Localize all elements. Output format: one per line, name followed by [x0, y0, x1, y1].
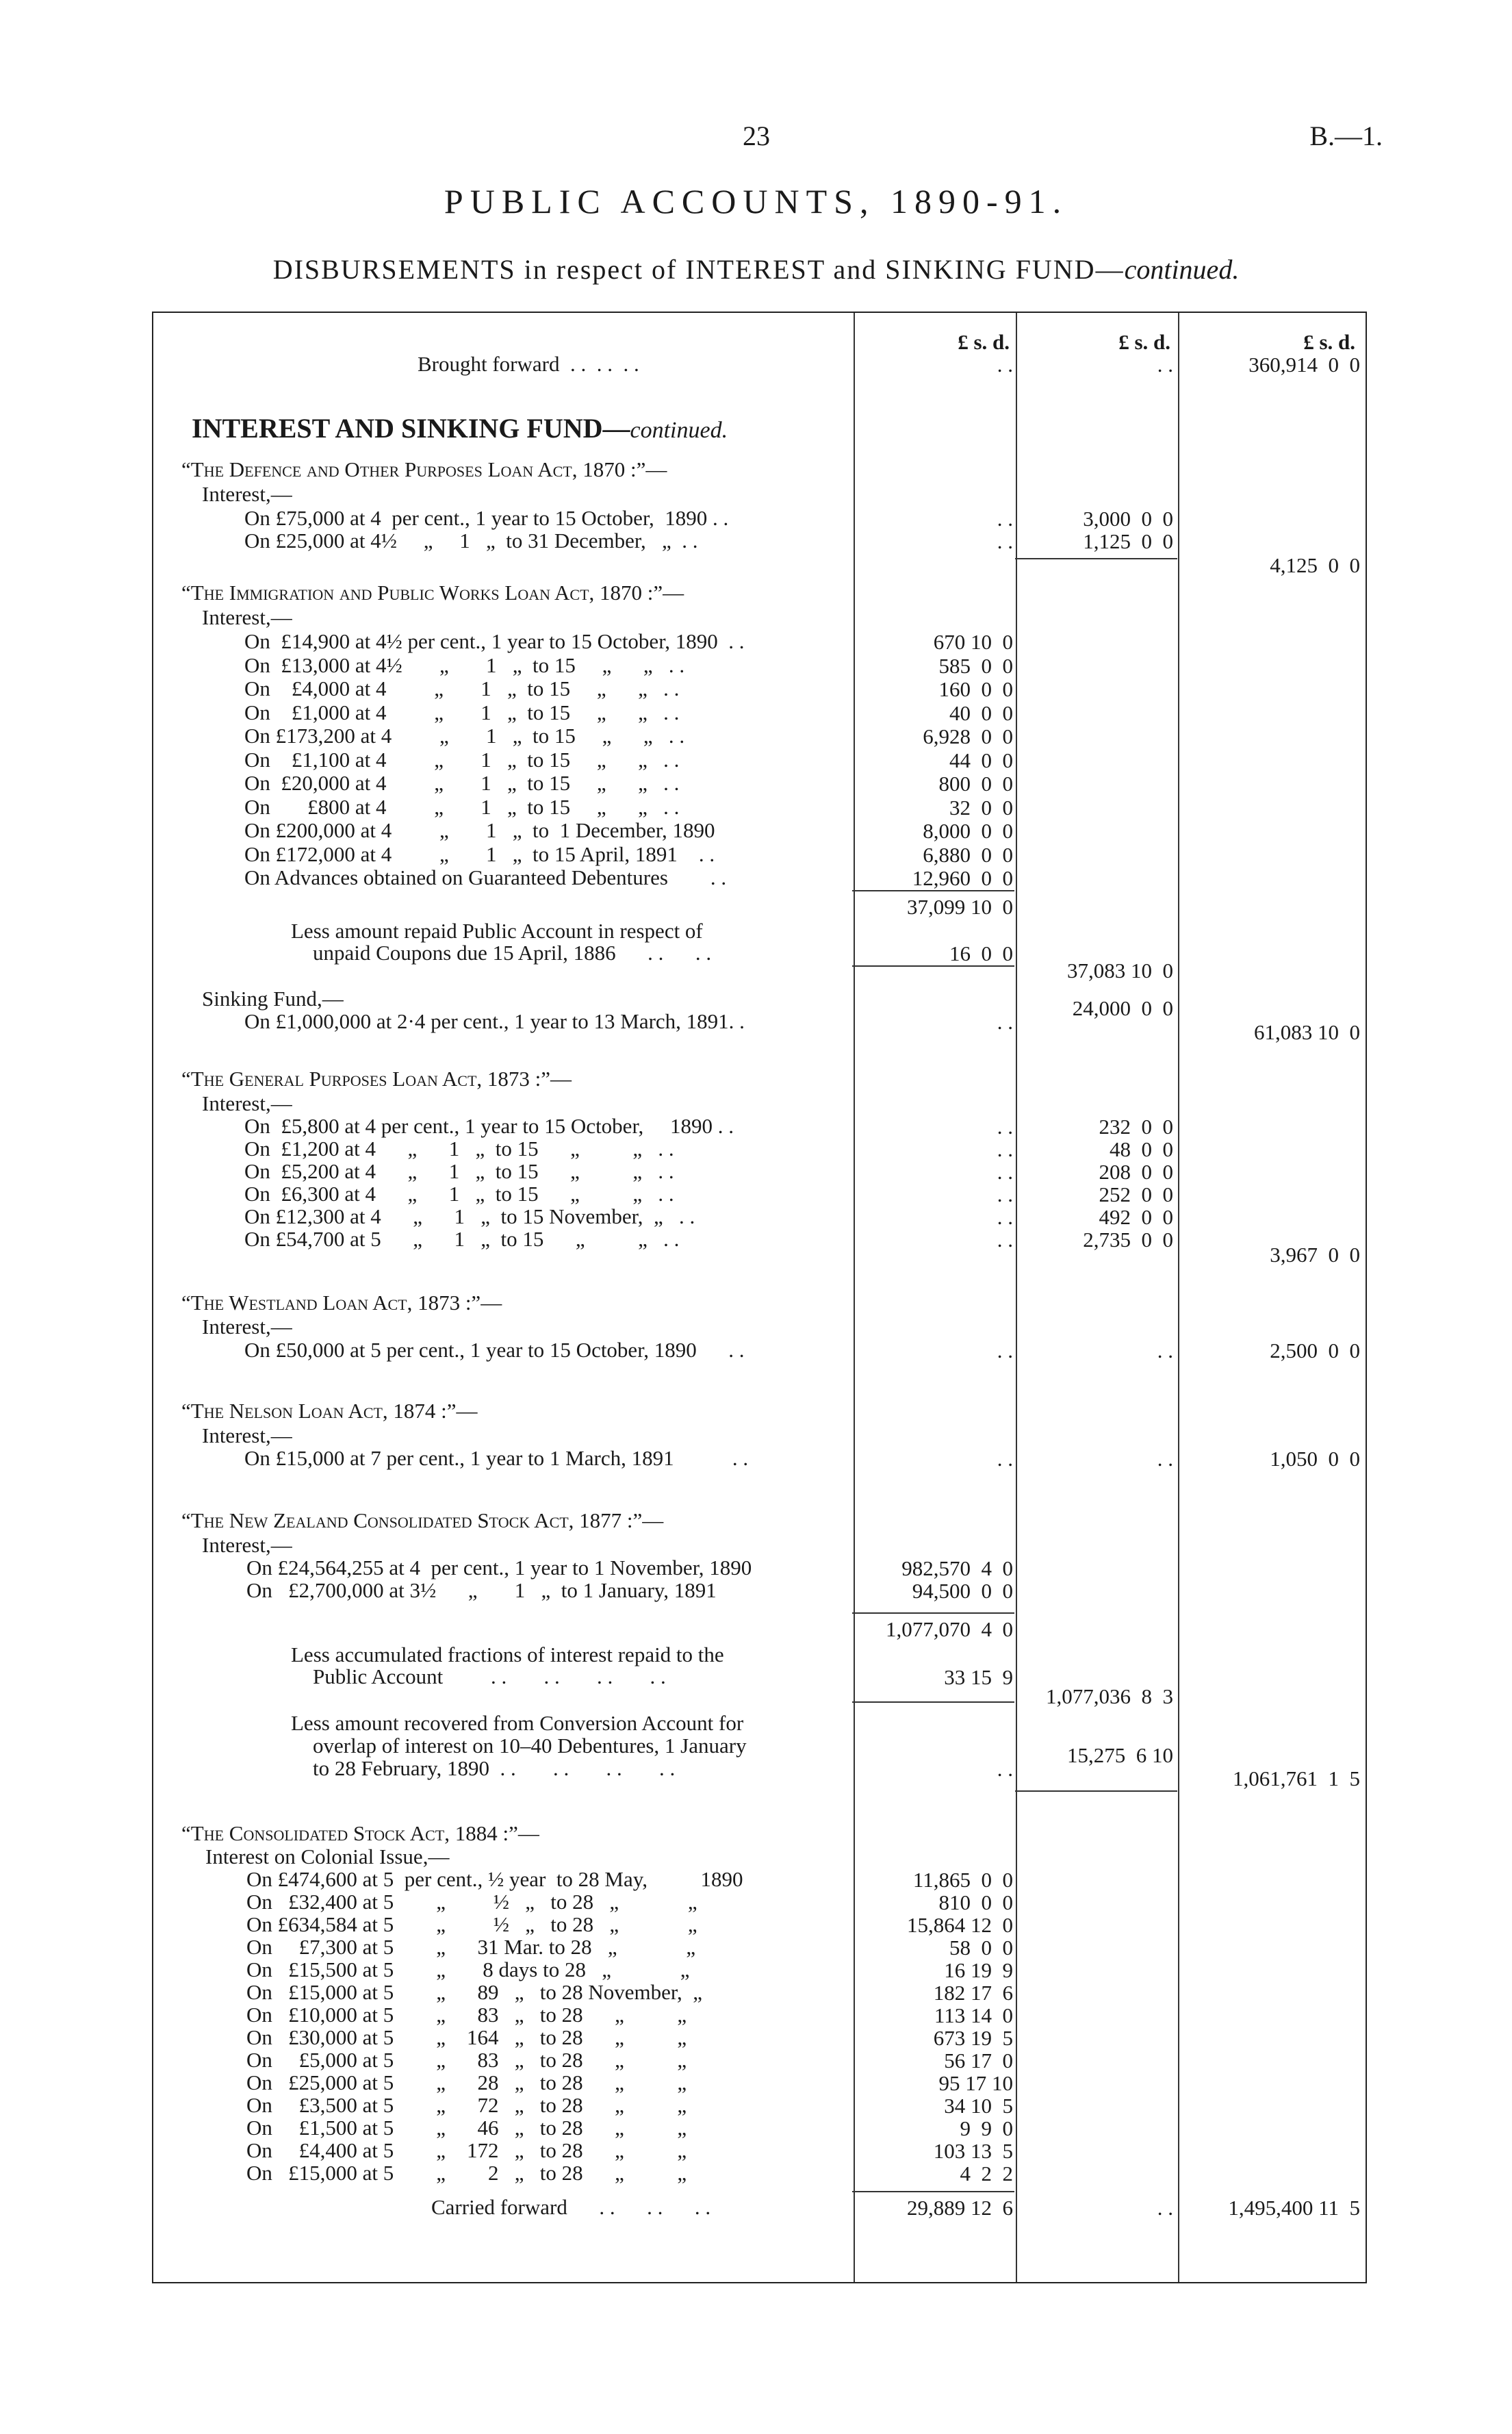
immigration-act-title: “The Immigration and Public Works Loan Act, 1870 :”— [181, 581, 684, 605]
consolidated-row-c1: 182 17 6 [933, 1981, 1013, 2005]
general-row: On £54,700 at 5 „ 1 „ to 15 „ „ . . [244, 1227, 680, 1251]
nzstock-net: 1,077,036 8 3 [1046, 1684, 1173, 1708]
immigration-row-c1: 12,960 0 0 [912, 866, 1013, 890]
consolidated-row: On £634,584 at 5 „ ½ „ to 28 „ „ [246, 1912, 697, 1936]
page-number: 23 [743, 121, 770, 151]
nzstock-less2-line2: overlap of interest on 10–40 Debentures, 1 January [313, 1734, 747, 1758]
consolidated-row-c1: 56 17 0 [944, 2049, 1013, 2072]
page-subtitle [0, 253, 1512, 286]
immigration-interest-label: Interest,— [202, 605, 292, 629]
immigration-less-line1: Less amount repaid Public Account in respect of [291, 919, 703, 943]
sinking-fund-c2: 24,000 0 0 [1072, 996, 1173, 1020]
consolidated-row: On £15,000 at 5 „ 89 „ to 28 November, „ [246, 1980, 703, 2004]
westland-total: 2,500 0 0 [1270, 1339, 1360, 1362]
immigration-row-c1: 40 0 0 [949, 700, 1013, 725]
nelson-c1: . . [997, 1447, 1013, 1471]
immigration-row: On £173,200 at 4 „ 1 „ to 15 „ „ . . [244, 724, 685, 748]
nzstock-less1-line1: Less accumulated fractions of interest repaid to the [291, 1643, 724, 1666]
carried-forward-c3: 1,495,400 11 5 [1228, 2196, 1360, 2220]
nzstock-subtotal: 1,077,070 4 0 [886, 1617, 1013, 1641]
rule [852, 1701, 1014, 1703]
nelson-total: 1,050 0 0 [1270, 1447, 1360, 1471]
immigration-row: On £172,000 at 4 „ 1 „ to 15 April, 1891 . . [244, 841, 715, 866]
immigration-row: On £20,000 at 4 „ 1 „ to 15 „ „ . . [244, 771, 680, 795]
consolidated-row: On £30,000 at 5 „ 164 „ to 28 „ „ [246, 2025, 687, 2049]
nzstock-less2-line3: to 28 February, 1890 . . . . . . . . [313, 1756, 676, 1780]
westland-c1: . . [997, 1339, 1013, 1362]
column-header-3: £ s. d. [1303, 330, 1355, 354]
carried-forward-c1: 29,889 12 6 [907, 2196, 1013, 2220]
nzstock-act-title: “The New Zealand Consolidated Stock Act, 1877 :”— [181, 1508, 664, 1532]
consolidated-row-c1: 810 0 0 [938, 1890, 1013, 1914]
defence-row: On £25,000 at 4½ „ 1 „ to 31 December, „ . . [244, 529, 698, 553]
sinking-fund-row: On £1,000,000 at 2·4 per cent., 1 year to 13 March, 1891. . [244, 1009, 745, 1033]
general-row-c2: 492 0 0 [1099, 1205, 1173, 1229]
consolidated-row-c1: 16 19 9 [944, 1958, 1013, 1982]
immigration-row: On £4,000 at 4 „ 1 „ to 15 „ „ . . [244, 676, 680, 700]
nzstock-row: On £2,700,000 at 3½ „ 1 „ to 1 January, 1891 [246, 1578, 717, 1602]
consolidated-row: On £10,000 at 5 „ 83 „ to 28 „ „ [246, 2003, 687, 2027]
immigration-row-c1: 8,000 0 0 [923, 819, 1013, 843]
immigration-row-c1: 160 0 0 [938, 677, 1013, 701]
sinking-fund-label: Sinking Fund,— [202, 987, 344, 1011]
page-title: PUBLIC ACCOUNTS, 1890-91. [444, 182, 1068, 220]
subtitle-italic: continued. [1124, 254, 1240, 285]
general-row-c1: . . [997, 1115, 1013, 1139]
consolidated-row: On £25,000 at 5 „ 28 „ to 28 „ „ [246, 2070, 687, 2094]
nzstock-less1-amount: 33 15 9 [944, 1665, 1013, 1689]
nelson-row: On £15,000 at 7 per cent., 1 year to 1 March, 1891 . . [244, 1446, 749, 1470]
consolidated-row-c1: 11,865 0 0 [912, 1868, 1013, 1892]
general-row-c1: . . [997, 1137, 1013, 1161]
general-row: On £6,300 at 4 „ 1 „ to 15 „ „ . . [244, 1182, 674, 1206]
brought-forward-label: Brought forward . . . . . . [418, 352, 639, 376]
rule [852, 2191, 1014, 2192]
general-interest-label: Interest,— [202, 1091, 292, 1115]
general-row-c2: 2,735 0 0 [1083, 1228, 1173, 1252]
main-section-heading [192, 412, 728, 444]
general-row-c2: 252 0 0 [1099, 1182, 1173, 1206]
immigration-row-c1: 800 0 0 [938, 772, 1013, 796]
consolidated-row: On £15,000 at 5 „ 2 „ to 28 „ „ [246, 2161, 687, 2185]
consolidated-row-c1: 4 2 2 [960, 2162, 1013, 2185]
consolidated-row: On £5,000 at 5 „ 83 „ to 28 „ „ [246, 2048, 687, 2072]
rule [1015, 1790, 1177, 1792]
consolidated-act-title: “The Consolidated Stock Act, 1884 :”— [181, 1821, 539, 1845]
rule [852, 1612, 1014, 1614]
consolidated-row-c1: 9 9 0 [960, 2116, 1013, 2140]
consolidated-row-c1: 95 17 10 [938, 2071, 1013, 2095]
immigration-row: On £1,100 at 4 „ 1 „ to 15 „ „ . . [244, 747, 680, 772]
general-row-c1: . . [997, 1228, 1013, 1252]
consolidated-row: On £7,300 at 5 „ 31 Mar. to 28 „ „ [246, 1935, 696, 1959]
general-row-c2: 48 0 0 [1110, 1137, 1173, 1161]
immigration-row-c1: 6,880 0 0 [923, 842, 1013, 867]
general-row-c1: . . [997, 1160, 1013, 1184]
column-header-2: £ s. d. [1118, 330, 1170, 354]
nzstock-less2-line1: Less amount recovered from Conversion Account for [291, 1711, 744, 1735]
nzstock-interest-label: Interest,— [202, 1533, 292, 1557]
general-row: On £5,800 at 4 per cent., 1 year to 15 October, 1890 . . [244, 1114, 734, 1138]
nelson-interest-label: Interest,— [202, 1423, 292, 1447]
immigration-subtotal: 37,099 10 0 [907, 895, 1013, 919]
consolidated-row-c1: 34 10 5 [944, 2094, 1013, 2118]
immigration-total: 61,083 10 0 [1254, 1020, 1360, 1044]
immigration-less-amount: 16 0 0 [949, 941, 1013, 965]
brought-forward-c2: . . [1157, 353, 1173, 377]
defence-row: On £75,000 at 4 per cent., 1 year to 15 October, 1890 . . [244, 506, 729, 530]
general-row-c2: 208 0 0 [1099, 1160, 1173, 1184]
general-row: On £12,300 at 4 „ 1 „ to 15 November, „ . . [244, 1204, 695, 1228]
consolidated-row: On £4,400 at 5 „ 172 „ to 28 „ „ [246, 2138, 687, 2162]
main-heading-text: INTEREST AND SINKING FUND— [192, 413, 630, 444]
westland-c2: . . [1157, 1339, 1173, 1362]
brought-forward-c3: 360,914 0 0 [1248, 353, 1360, 377]
immigration-row: On £14,900 at 4½ per cent., 1 year to 15 October, 1890 . . [244, 629, 745, 653]
general-act-title: “The General Purposes Loan Act, 1873 :”— [181, 1067, 572, 1091]
nelson-act-title: “The Nelson Loan Act, 1874 :”— [181, 1399, 478, 1423]
main-heading-italic: continued. [630, 418, 728, 443]
general-row-c2: 232 0 0 [1099, 1115, 1173, 1139]
consolidated-row: On £1,500 at 5 „ 46 „ to 28 „ „ [246, 2116, 687, 2140]
westland-row: On £50,000 at 5 per cent., 1 year to 15 October, 1890 . . [244, 1338, 745, 1362]
carried-forward-c2: . . [1157, 2196, 1173, 2220]
general-row: On £5,200 at 4 „ 1 „ to 15 „ „ . . [244, 1159, 674, 1183]
defence-row-c2: 1,125 0 0 [1083, 529, 1173, 553]
nzstock-less2-amount: 15,275 6 10 [1067, 1743, 1173, 1767]
consolidated-row: On £474,600 at 5 per cent., ½ year to 28 May, 1890 [246, 1867, 743, 1891]
immigration-row-c1: 585 0 0 [938, 653, 1013, 678]
consolidated-row-c1: 58 0 0 [949, 1936, 1013, 1960]
defence-act-title: “The Defence and Other Purposes Loan Act, 1870 :”— [181, 457, 667, 481]
consolidated-row-c1: 113 14 0 [934, 2003, 1013, 2027]
consolidated-row: On £3,500 at 5 „ 72 „ to 28 „ „ [246, 2093, 687, 2117]
immigration-row: On Advances obtained on Guaranteed Debentures . . [244, 865, 727, 889]
consolidated-row: On £15,500 at 5 „ 8 days to 28 „ „ [246, 1957, 690, 1981]
consolidated-row: On £32,400 at 5 „ ½ „ to 28 „ „ [246, 1890, 697, 1914]
defence-row-c1: . . [997, 507, 1013, 531]
general-row: On £1,200 at 4 „ 1 „ to 15 „ „ . . [244, 1137, 674, 1161]
column-header-1: £ s. d. [958, 330, 1010, 354]
document-reference: B.—1. [1309, 121, 1383, 151]
westland-act-title: “The Westland Loan Act, 1873 :”— [181, 1291, 502, 1315]
immigration-row: On £800 at 4 „ 1 „ to 15 „ „ . . [244, 794, 680, 819]
nelson-c2: . . [1157, 1447, 1173, 1471]
general-row-c1: . . [997, 1182, 1013, 1206]
defence-interest-label: Interest,— [202, 482, 292, 506]
immigration-less-line2: unpaid Coupons due 15 April, 1886 . . . . [313, 941, 712, 965]
column-divider-1 [854, 313, 855, 2282]
nzstock-total: 1,061,761 1 5 [1233, 1766, 1360, 1790]
brought-forward-c1: . . [997, 353, 1013, 377]
immigration-row-c1: 6,928 0 0 [923, 724, 1013, 748]
immigration-row: On £200,000 at 4 „ 1 „ to 1 December, 1890 [244, 818, 715, 842]
defence-row-c2: 3,000 0 0 [1083, 507, 1173, 531]
consolidated-row-c1: 103 13 5 [933, 2139, 1013, 2163]
general-row-c1: . . [997, 1205, 1013, 1229]
rule [1015, 558, 1177, 559]
consolidated-row-c1: 673 19 5 [933, 2026, 1013, 2050]
westland-interest-label: Interest,— [202, 1315, 292, 1339]
immigration-net: 37,083 10 0 [1067, 959, 1173, 983]
defence-total: 4,125 0 0 [1270, 553, 1360, 577]
defence-row-c1: . . [997, 529, 1013, 553]
carried-forward-label: Carried forward . . . . . . [431, 2195, 711, 2219]
column-divider-2 [1016, 313, 1017, 2282]
consolidated-interest-label: Interest on Colonial Issue,— [205, 1844, 450, 1868]
sinking-fund-c1: . . [997, 1010, 1013, 1034]
nzstock-less2-c1: . . [997, 1757, 1013, 1781]
consolidated-row-c1: 15,864 12 0 [907, 1913, 1013, 1937]
general-total: 3,967 0 0 [1270, 1243, 1360, 1267]
immigration-row: On £13,000 at 4½ „ 1 „ to 15 „ „ . . [244, 652, 685, 677]
immigration-row-c1: 670 10 0 [933, 630, 1013, 654]
immigration-row: On £1,000 at 4 „ 1 „ to 15 „ „ . . [244, 700, 680, 724]
nzstock-row-c1: 982,570 4 0 [901, 1556, 1013, 1580]
nzstock-row: On £24,564,255 at 4 per cent., 1 year to 1 November, 1890 [246, 1556, 752, 1580]
immigration-row-c1: 32 0 0 [949, 795, 1013, 820]
subtitle-main: DISBURSEMENTS in respect of INTEREST and SINKING FUND— [272, 254, 1125, 285]
nzstock-row-c1: 94,500 0 0 [912, 1579, 1013, 1603]
nzstock-less1-line2: Public Account . . . . . . . . [313, 1664, 666, 1688]
column-divider-3 [1178, 313, 1179, 2282]
immigration-row-c1: 44 0 0 [949, 748, 1013, 772]
